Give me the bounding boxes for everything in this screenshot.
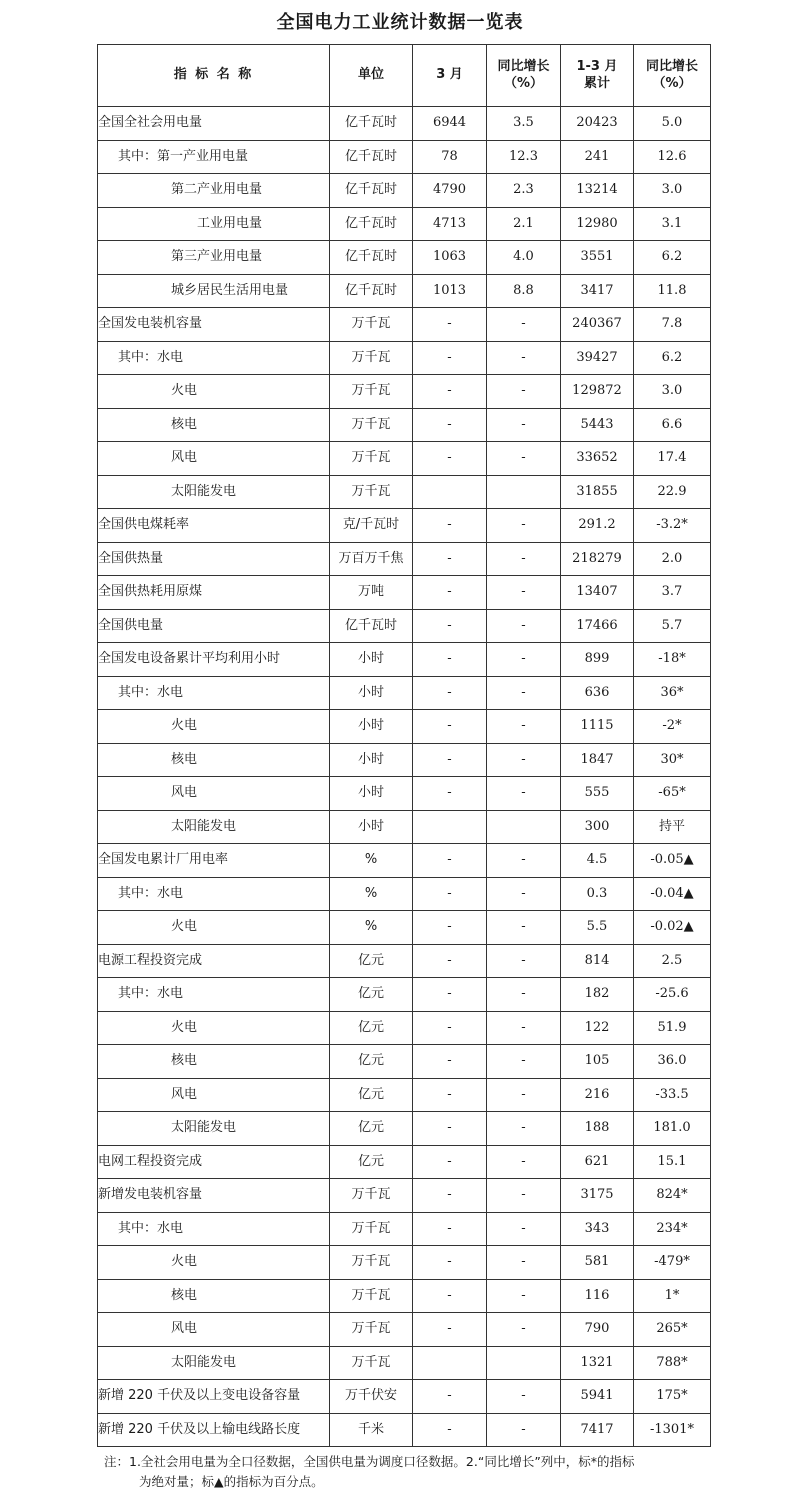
table-row (98, 1413, 711, 1447)
cell-indicator-name: 工业用电量 (98, 207, 330, 241)
cell-indicator-name: 其中：第一产业用电量 (98, 140, 330, 174)
cell-q1-yoy: -33.5 (634, 1078, 711, 1112)
cell-march-value: - (413, 542, 487, 576)
cell-indicator-name: 其中：水电 (98, 978, 330, 1012)
cell-indicator-name: 第三产业用电量 (98, 241, 330, 275)
statistics-table (97, 44, 711, 1447)
cell-march-value: - (413, 1145, 487, 1179)
cell-unit: 万千瓦 (330, 1313, 413, 1347)
cell-q1-cumulative: 216 (561, 1078, 634, 1112)
header-march-yoy: 同比增长 （%） (487, 45, 561, 107)
cell-march-yoy: - (487, 944, 561, 978)
cell-indicator-name: 全国全社会用电量 (98, 107, 330, 141)
cell-q1-yoy: 788* (634, 1346, 711, 1380)
header-indicator-name: 指 标 名 称 (98, 45, 330, 107)
cell-q1-cumulative: 13214 (561, 174, 634, 208)
cell-q1-cumulative: 33652 (561, 442, 634, 476)
cell-march-value: 78 (413, 140, 487, 174)
cell-indicator-name: 太阳能发电 (98, 1346, 330, 1380)
cell-q1-yoy: 6.2 (634, 341, 711, 375)
cell-q1-cumulative: 116 (561, 1279, 634, 1313)
cell-march-yoy: - (487, 542, 561, 576)
cell-q1-yoy: -18* (634, 643, 711, 677)
cell-unit: 万千瓦 (330, 1346, 413, 1380)
cell-march-yoy: 3.5 (487, 107, 561, 141)
cell-q1-cumulative: 343 (561, 1212, 634, 1246)
cell-march-yoy: 4.0 (487, 241, 561, 275)
cell-q1-cumulative: 182 (561, 978, 634, 1012)
cell-march-yoy: - (487, 1279, 561, 1313)
table-row (98, 676, 711, 710)
cell-q1-yoy: 12.6 (634, 140, 711, 174)
cell-march-value: - (413, 442, 487, 476)
cell-indicator-name: 核电 (98, 408, 330, 442)
cell-indicator-name: 核电 (98, 1045, 330, 1079)
cell-march-yoy: - (487, 643, 561, 677)
cell-march-value: 1013 (413, 274, 487, 308)
cell-unit: 万千瓦 (330, 1246, 413, 1280)
cell-q1-yoy: 36* (634, 676, 711, 710)
footnote-line-2: 为绝对量；标▲的指标为百分点。 (139, 1474, 324, 1489)
cell-march-value: - (413, 911, 487, 945)
cell-unit: 亿元 (330, 1078, 413, 1112)
cell-indicator-name: 电网工程投资完成 (98, 1145, 330, 1179)
cell-march-yoy: 8.8 (487, 274, 561, 308)
cell-unit: 小时 (330, 743, 413, 777)
cell-q1-yoy: -1301* (634, 1413, 711, 1447)
cell-unit: 万千瓦 (330, 375, 413, 409)
cell-march-value: - (413, 978, 487, 1012)
cell-q1-yoy: -25.6 (634, 978, 711, 1012)
cell-unit: 小时 (330, 676, 413, 710)
cell-march-yoy: - (487, 509, 561, 543)
cell-unit: 万千瓦 (330, 475, 413, 509)
cell-unit: % (330, 911, 413, 945)
cell-march-yoy: - (487, 1413, 561, 1447)
table-row (98, 1078, 711, 1112)
table-header-row (98, 45, 711, 107)
cell-unit: 亿千瓦时 (330, 274, 413, 308)
cell-indicator-name: 新增 220 千伏及以上变电设备容量 (98, 1380, 330, 1414)
cell-q1-cumulative: 39427 (561, 341, 634, 375)
cell-indicator-name: 核电 (98, 743, 330, 777)
cell-march-value: - (413, 408, 487, 442)
cell-march-yoy: - (487, 911, 561, 945)
cell-q1-yoy: -0.05▲ (634, 844, 711, 878)
cell-indicator-name: 其中：水电 (98, 676, 330, 710)
cell-indicator-name: 第二产业用电量 (98, 174, 330, 208)
cell-unit: 小时 (330, 810, 413, 844)
cell-march-value: 1063 (413, 241, 487, 275)
cell-q1-yoy: 3.0 (634, 174, 711, 208)
table-row (98, 911, 711, 945)
cell-q1-cumulative: 105 (561, 1045, 634, 1079)
table-row (98, 408, 711, 442)
cell-q1-cumulative: 17466 (561, 609, 634, 643)
cell-march-yoy: - (487, 844, 561, 878)
cell-march-value: - (413, 609, 487, 643)
cell-q1-cumulative: 3417 (561, 274, 634, 308)
cell-indicator-name: 新增 220 千伏及以上输电线路长度 (98, 1413, 330, 1447)
cell-q1-cumulative: 581 (561, 1246, 634, 1280)
cell-unit: 万千瓦 (330, 341, 413, 375)
cell-march-yoy: 12.3 (487, 140, 561, 174)
table-row (98, 475, 711, 509)
cell-q1-yoy: -0.04▲ (634, 877, 711, 911)
cell-indicator-name: 全国发电设备累计平均利用小时 (98, 643, 330, 677)
table-row (98, 643, 711, 677)
cell-indicator-name: 火电 (98, 1246, 330, 1280)
table-row (98, 341, 711, 375)
cell-march-yoy: 2.3 (487, 174, 561, 208)
cell-indicator-name: 全国供电煤耗率 (98, 509, 330, 543)
table-row (98, 107, 711, 141)
cell-march-yoy: - (487, 777, 561, 811)
cell-q1-yoy: 2.0 (634, 542, 711, 576)
cell-indicator-name: 其中：水电 (98, 1212, 330, 1246)
cell-q1-yoy: 6.2 (634, 241, 711, 275)
cell-march-value: - (413, 1246, 487, 1280)
cell-unit: 亿千瓦时 (330, 207, 413, 241)
table-row (98, 944, 711, 978)
table-row (98, 274, 711, 308)
table-row (98, 609, 711, 643)
cell-march-yoy: - (487, 609, 561, 643)
table-row (98, 1346, 711, 1380)
cell-indicator-name: 核电 (98, 1279, 330, 1313)
cell-march-value: 6944 (413, 107, 487, 141)
header-unit: 单位 (330, 45, 413, 107)
cell-march-value: 4713 (413, 207, 487, 241)
cell-indicator-name: 全国供电量 (98, 609, 330, 643)
cell-q1-cumulative: 13407 (561, 576, 634, 610)
cell-q1-cumulative: 5941 (561, 1380, 634, 1414)
cell-unit: 小时 (330, 643, 413, 677)
cell-unit: 万千瓦 (330, 442, 413, 476)
cell-q1-yoy: -0.02▲ (634, 911, 711, 945)
cell-indicator-name: 火电 (98, 710, 330, 744)
table-row (98, 542, 711, 576)
cell-q1-cumulative: 20423 (561, 107, 634, 141)
cell-march-yoy: - (487, 1145, 561, 1179)
cell-indicator-name: 风电 (98, 777, 330, 811)
cell-march-value: - (413, 844, 487, 878)
cell-unit: 亿千瓦时 (330, 241, 413, 275)
table-row (98, 207, 711, 241)
cell-q1-cumulative: 4.5 (561, 844, 634, 878)
table-row (98, 576, 711, 610)
cell-q1-yoy: 2.5 (634, 944, 711, 978)
cell-unit: 万千瓦 (330, 408, 413, 442)
footnote (104, 1452, 724, 1492)
cell-march-value: - (413, 308, 487, 342)
table-row (98, 308, 711, 342)
cell-q1-yoy: 51.9 (634, 1011, 711, 1045)
cell-q1-yoy: 3.1 (634, 207, 711, 241)
cell-q1-cumulative: 5443 (561, 408, 634, 442)
table-row (98, 1279, 711, 1313)
table-row (98, 1011, 711, 1045)
cell-q1-cumulative: 636 (561, 676, 634, 710)
table-row (98, 140, 711, 174)
cell-unit: 克/千瓦时 (330, 509, 413, 543)
cell-q1-yoy: -65* (634, 777, 711, 811)
table-row (98, 1246, 711, 1280)
cell-q1-cumulative: 899 (561, 643, 634, 677)
cell-q1-yoy: 15.1 (634, 1145, 711, 1179)
cell-march-yoy: - (487, 978, 561, 1012)
cell-unit: 万千瓦 (330, 1179, 413, 1213)
cell-march-value: - (413, 1045, 487, 1079)
cell-indicator-name: 新增发电装机容量 (98, 1179, 330, 1213)
cell-march-value: - (413, 375, 487, 409)
cell-unit: 亿元 (330, 944, 413, 978)
cell-march-yoy: - (487, 1179, 561, 1213)
cell-march-yoy: - (487, 408, 561, 442)
cell-march-yoy: - (487, 576, 561, 610)
cell-march-yoy: - (487, 743, 561, 777)
cell-q1-yoy: 17.4 (634, 442, 711, 476)
cell-q1-cumulative: 188 (561, 1112, 634, 1146)
cell-indicator-name: 全国供热耗用原煤 (98, 576, 330, 610)
cell-march-value: - (413, 1413, 487, 1447)
cell-march-yoy: - (487, 1212, 561, 1246)
table-row (98, 375, 711, 409)
cell-march-value: - (413, 777, 487, 811)
cell-march-yoy: 2.1 (487, 207, 561, 241)
cell-unit: 万吨 (330, 576, 413, 610)
cell-q1-cumulative: 241 (561, 140, 634, 174)
cell-march-yoy: - (487, 1380, 561, 1414)
page-title: 全国电力工业统计数据一览表 (276, 12, 524, 33)
cell-unit: 亿元 (330, 978, 413, 1012)
cell-q1-cumulative: 621 (561, 1145, 634, 1179)
cell-march-yoy (487, 810, 561, 844)
cell-q1-yoy: 11.8 (634, 274, 711, 308)
cell-q1-yoy: -3.2* (634, 509, 711, 543)
cell-march-yoy: - (487, 442, 561, 476)
table-row (98, 1313, 711, 1347)
table-body (98, 107, 711, 1447)
cell-indicator-name: 火电 (98, 911, 330, 945)
table-row (98, 777, 711, 811)
cell-march-value: - (413, 341, 487, 375)
cell-unit: 亿元 (330, 1011, 413, 1045)
cell-march-value: - (413, 1380, 487, 1414)
cell-march-value: - (413, 509, 487, 543)
table-row (98, 1145, 711, 1179)
cell-march-yoy: - (487, 1112, 561, 1146)
cell-q1-cumulative: 814 (561, 944, 634, 978)
cell-indicator-name: 电源工程投资完成 (98, 944, 330, 978)
cell-q1-yoy: -479* (634, 1246, 711, 1280)
cell-unit: 小时 (330, 710, 413, 744)
table-row (98, 241, 711, 275)
cell-q1-cumulative: 790 (561, 1313, 634, 1347)
cell-march-value: - (413, 1313, 487, 1347)
cell-q1-cumulative: 3175 (561, 1179, 634, 1213)
cell-indicator-name: 全国发电装机容量 (98, 308, 330, 342)
cell-q1-yoy: 234* (634, 1212, 711, 1246)
cell-march-value: - (413, 877, 487, 911)
cell-indicator-name: 风电 (98, 1078, 330, 1112)
cell-march-value: - (413, 1112, 487, 1146)
cell-indicator-name: 风电 (98, 1313, 330, 1347)
cell-march-value: - (413, 676, 487, 710)
header-q1-yoy: 同比增长 （%） (634, 45, 711, 107)
cell-q1-cumulative: 240367 (561, 308, 634, 342)
cell-march-yoy: - (487, 710, 561, 744)
cell-march-yoy: - (487, 1078, 561, 1112)
cell-q1-cumulative: 3551 (561, 241, 634, 275)
cell-march-yoy: - (487, 341, 561, 375)
cell-q1-yoy: 6.6 (634, 408, 711, 442)
cell-q1-yoy: 824* (634, 1179, 711, 1213)
table-row (98, 978, 711, 1012)
cell-march-value: - (413, 1279, 487, 1313)
cell-q1-cumulative: 31855 (561, 475, 634, 509)
cell-march-value: - (413, 1212, 487, 1246)
cell-q1-cumulative: 218279 (561, 542, 634, 576)
cell-indicator-name: 太阳能发电 (98, 810, 330, 844)
cell-march-value: - (413, 1011, 487, 1045)
cell-march-value (413, 810, 487, 844)
cell-indicator-name: 风电 (98, 442, 330, 476)
cell-march-value (413, 1346, 487, 1380)
cell-unit: 万百万千焦 (330, 542, 413, 576)
cell-q1-cumulative: 5.5 (561, 911, 634, 945)
cell-unit: 千米 (330, 1413, 413, 1447)
cell-march-value: - (413, 944, 487, 978)
table-row (98, 877, 711, 911)
cell-q1-yoy: 175* (634, 1380, 711, 1414)
cell-q1-yoy: 36.0 (634, 1045, 711, 1079)
cell-q1-cumulative: 1115 (561, 710, 634, 744)
cell-indicator-name: 太阳能发电 (98, 1112, 330, 1146)
header-q1-cumulative: 1-3 月 累计 (561, 45, 634, 107)
cell-march-yoy: - (487, 877, 561, 911)
cell-march-value: 4790 (413, 174, 487, 208)
table-row (98, 1179, 711, 1213)
cell-q1-yoy: 265* (634, 1313, 711, 1347)
cell-unit: % (330, 877, 413, 911)
table-row (98, 174, 711, 208)
cell-q1-cumulative: 555 (561, 777, 634, 811)
table-row (98, 1045, 711, 1079)
cell-indicator-name: 火电 (98, 375, 330, 409)
cell-q1-yoy: -2* (634, 710, 711, 744)
cell-march-value (413, 475, 487, 509)
cell-unit: % (330, 844, 413, 878)
cell-unit: 万千瓦 (330, 1279, 413, 1313)
table-row (98, 844, 711, 878)
table-row (98, 1212, 711, 1246)
cell-unit: 亿元 (330, 1045, 413, 1079)
cell-indicator-name: 火电 (98, 1011, 330, 1045)
cell-q1-yoy: 22.9 (634, 475, 711, 509)
cell-unit: 万千瓦 (330, 308, 413, 342)
table-row (98, 743, 711, 777)
cell-indicator-name: 其中：水电 (98, 877, 330, 911)
cell-unit: 亿千瓦时 (330, 107, 413, 141)
cell-q1-cumulative: 122 (561, 1011, 634, 1045)
cell-unit: 亿千瓦时 (330, 174, 413, 208)
table-row (98, 1380, 711, 1414)
cell-march-value: - (413, 743, 487, 777)
cell-q1-yoy: 5.7 (634, 609, 711, 643)
cell-march-value: - (413, 1179, 487, 1213)
cell-q1-cumulative: 7417 (561, 1413, 634, 1447)
cell-march-yoy: - (487, 1313, 561, 1347)
cell-q1-yoy: 30* (634, 743, 711, 777)
table-row (98, 710, 711, 744)
cell-q1-yoy: 7.8 (634, 308, 711, 342)
cell-unit: 亿元 (330, 1112, 413, 1146)
cell-q1-yoy: 181.0 (634, 1112, 711, 1146)
cell-march-yoy: - (487, 308, 561, 342)
cell-q1-cumulative: 12980 (561, 207, 634, 241)
table-row (98, 442, 711, 476)
cell-q1-yoy: 3.7 (634, 576, 711, 610)
cell-march-value: - (413, 1078, 487, 1112)
cell-indicator-name: 其中：水电 (98, 341, 330, 375)
cell-q1-cumulative: 0.3 (561, 877, 634, 911)
cell-march-yoy: - (487, 1011, 561, 1045)
cell-indicator-name: 太阳能发电 (98, 475, 330, 509)
cell-indicator-name: 全国供热量 (98, 542, 330, 576)
cell-q1-cumulative: 1847 (561, 743, 634, 777)
cell-q1-cumulative: 129872 (561, 375, 634, 409)
cell-march-yoy: - (487, 1045, 561, 1079)
cell-march-yoy (487, 1346, 561, 1380)
cell-q1-cumulative: 1321 (561, 1346, 634, 1380)
cell-unit: 亿千瓦时 (330, 140, 413, 174)
cell-q1-yoy: 3.0 (634, 375, 711, 409)
table-row (98, 509, 711, 543)
cell-march-yoy (487, 475, 561, 509)
cell-unit: 亿元 (330, 1145, 413, 1179)
cell-q1-yoy: 持平 (634, 810, 711, 844)
footnote-line-1: 注：1.全社会用电量为全口径数据，全国供电量为调度口径数据。2.“同比增长”列中，标*的指标 (104, 1454, 635, 1469)
cell-indicator-name: 城乡居民生活用电量 (98, 274, 330, 308)
cell-unit: 万千伏安 (330, 1380, 413, 1414)
header-march: 3 月 (413, 45, 487, 107)
cell-q1-yoy: 1* (634, 1279, 711, 1313)
cell-indicator-name: 全国发电累计厂用电率 (98, 844, 330, 878)
cell-unit: 万千瓦 (330, 1212, 413, 1246)
cell-march-value: - (413, 576, 487, 610)
cell-unit: 小时 (330, 777, 413, 811)
table-row (98, 810, 711, 844)
cell-march-value: - (413, 643, 487, 677)
cell-unit: 亿千瓦时 (330, 609, 413, 643)
cell-q1-cumulative: 300 (561, 810, 634, 844)
cell-march-value: - (413, 710, 487, 744)
cell-q1-yoy: 5.0 (634, 107, 711, 141)
cell-march-yoy: - (487, 676, 561, 710)
cell-march-yoy: - (487, 1246, 561, 1280)
cell-march-yoy: - (487, 375, 561, 409)
cell-q1-cumulative: 291.2 (561, 509, 634, 543)
table-row (98, 1112, 711, 1146)
